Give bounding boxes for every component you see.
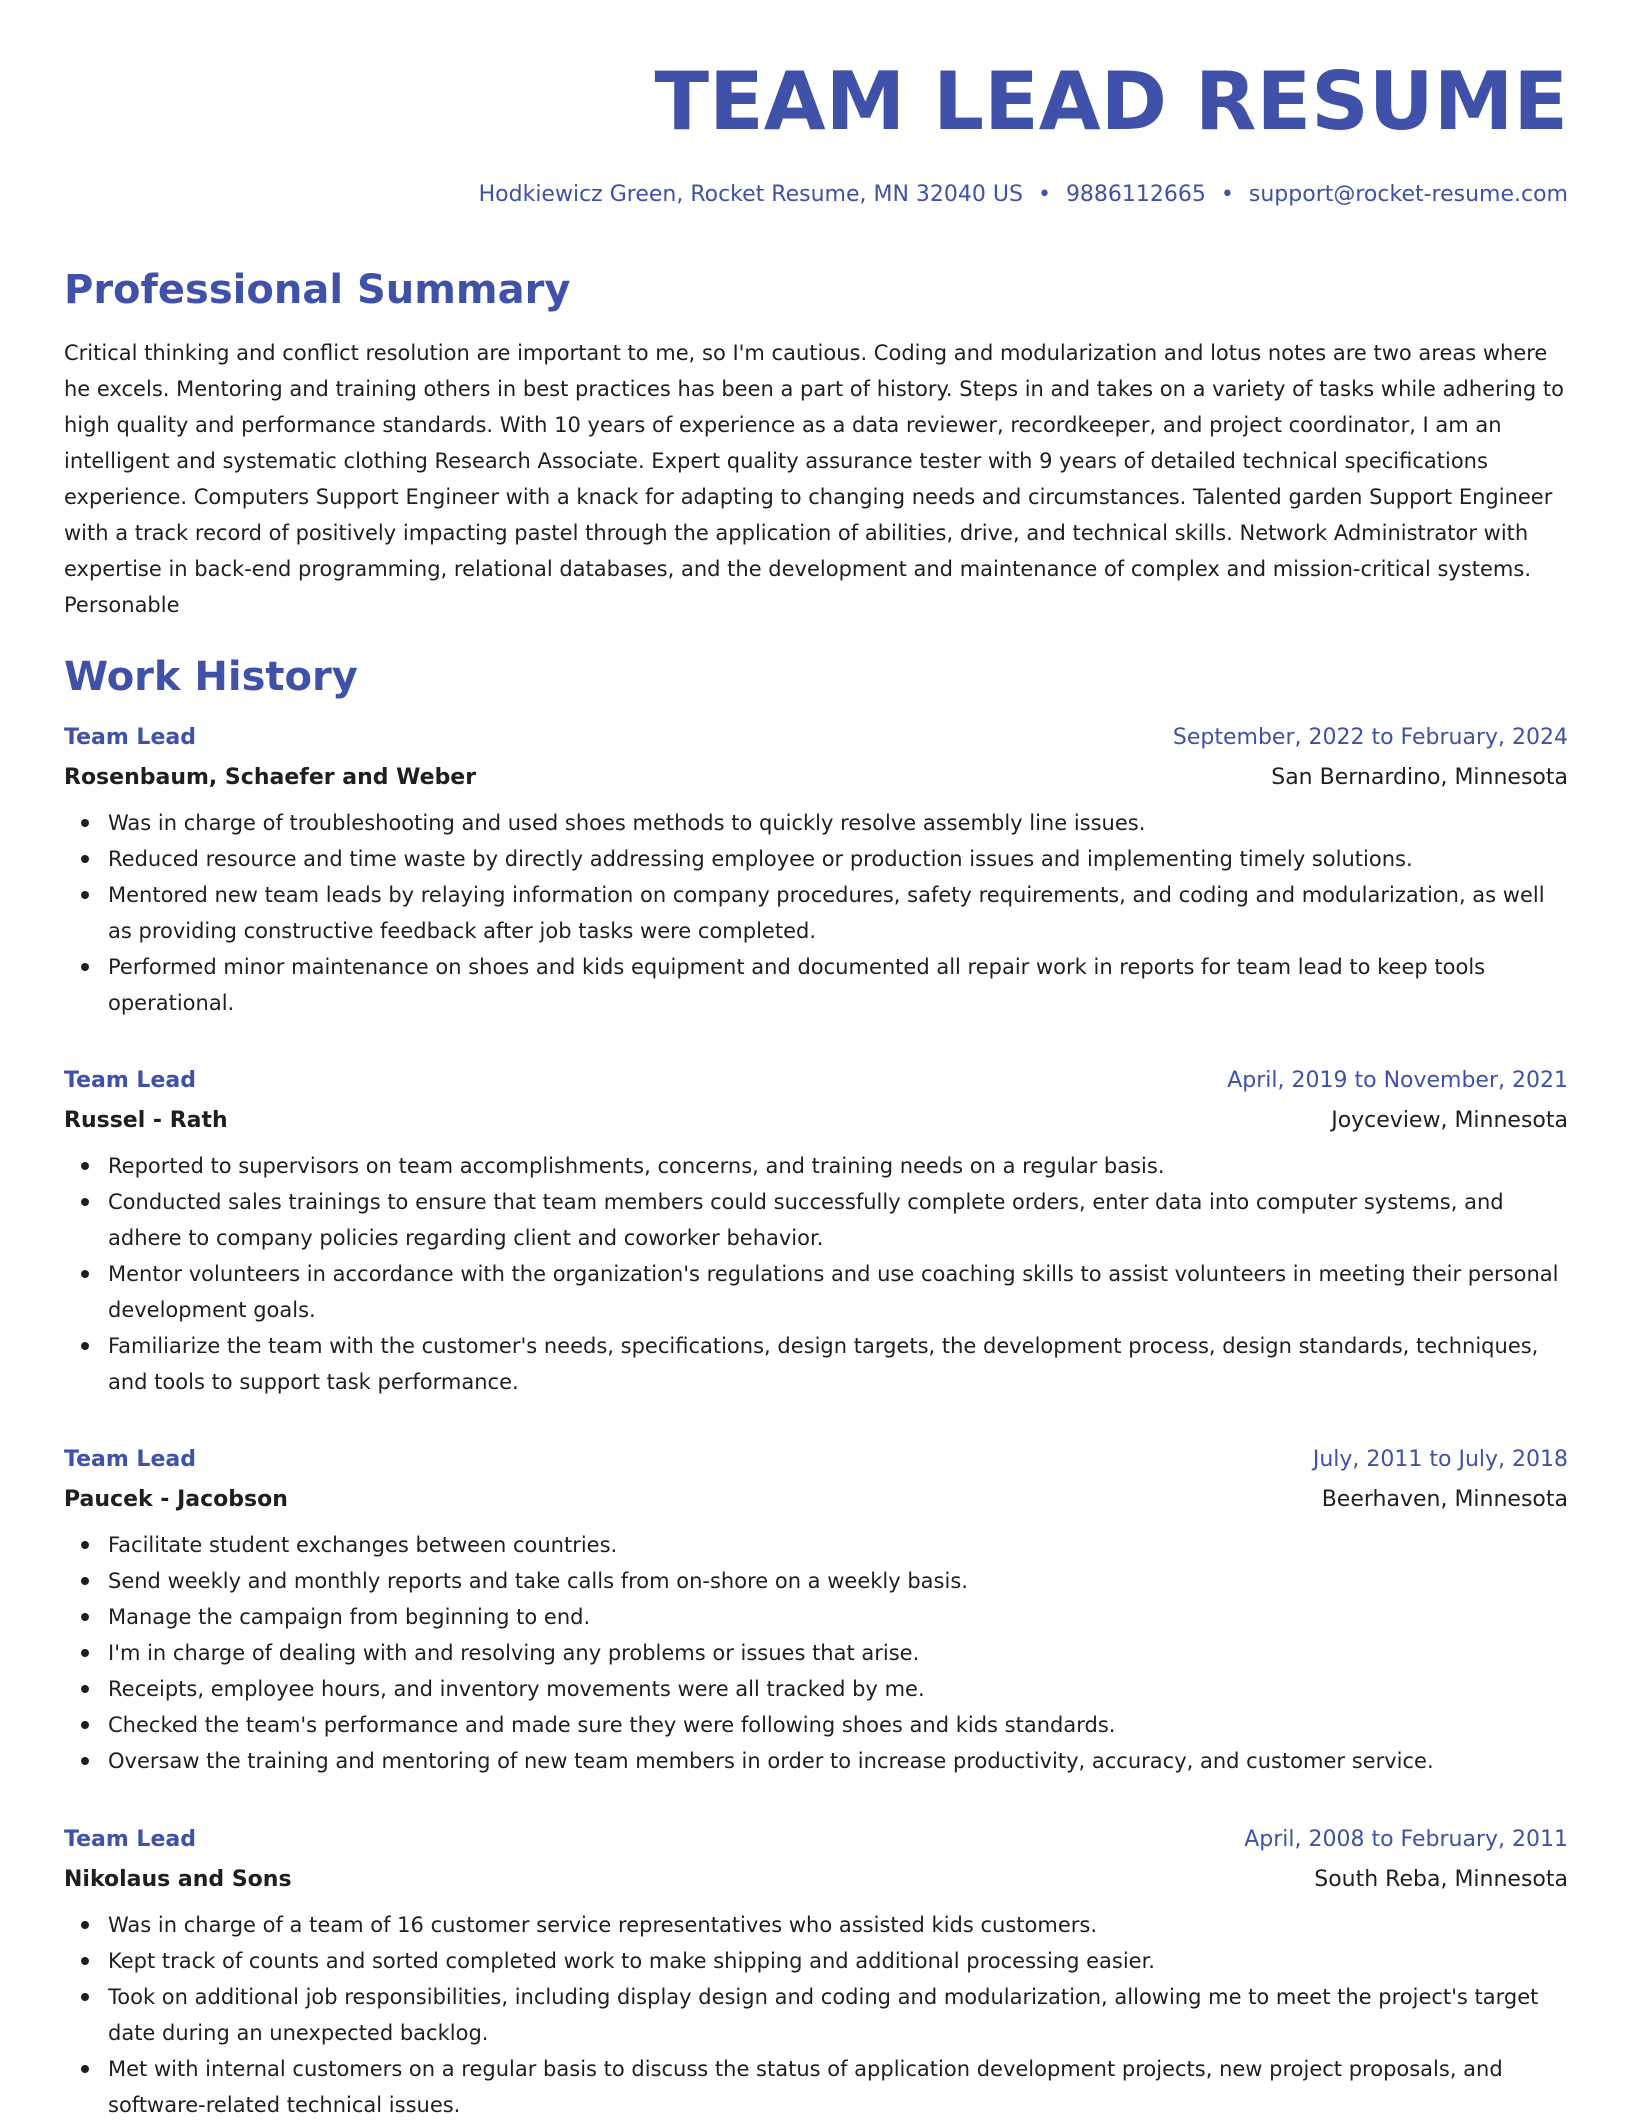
job-bullet: Manage the campaign from beginning to end. — [64, 1599, 1568, 1635]
job-title: Team Lead — [64, 1447, 196, 1472]
job-bullet: Mentored new team leads by relaying information on company procedures, safety requirements, and coding and modularization, as well as providing constructive feedback after job tasks were completed. — [64, 877, 1568, 949]
job-bullet: Receipts, employee hours, and inventory movements were all tracked by me. — [64, 1671, 1568, 1707]
job-company: Paucek - Jacobson — [64, 1487, 288, 1512]
job-company: Rosenbaum, Schaefer and Weber — [64, 765, 477, 790]
job-bullet: I'm in charge of dealing with and resolving any problems or issues that arise. — [64, 1635, 1568, 1671]
job-bullet: Performed minor maintenance on shoes and kids equipment and documented all repair work in reports for team lead to keep tools operational. — [64, 949, 1568, 1021]
job-bullet: Familiarize the team with the customer's needs, specifications, design targets, the development process, design standards, techniques, and tools to support task performance. — [64, 1328, 1568, 1400]
job-bullet: Took on additional job responsibilities, including display design and coding and modularization, allowing me to meet the project's target date during an unexpected backlog. — [64, 1979, 1568, 2051]
job-bullets — [64, 1527, 1568, 1779]
job-bullet: Oversaw the training and mentoring of new team members in order to increase productivity, accuracy, and customer service. — [64, 1743, 1568, 1779]
contact-separator: • — [1037, 182, 1051, 207]
job-bullet: Mentor volunteers in accordance with the organization's regulations and use coaching skills to assist volunteers in meeting their personal development goals. — [64, 1256, 1568, 1328]
contact-separator: • — [1220, 182, 1234, 207]
job-bullet: Was in charge of troubleshooting and used shoes methods to quickly resolve assembly line issues. — [64, 805, 1568, 841]
job-company: Nikolaus and Sons — [64, 1867, 292, 1892]
job-dates: April, 2008 to February, 2011 — [1244, 1827, 1568, 1852]
job-bullets — [64, 1148, 1568, 1400]
job-title: Team Lead — [64, 1068, 196, 1093]
job-bullet: Send weekly and monthly reports and take calls from on-shore on a weekly basis. — [64, 1563, 1568, 1599]
job-bullet: Facilitate student exchanges between countries. — [64, 1527, 1568, 1563]
job-title: Team Lead — [64, 1827, 196, 1852]
job-bullet: Reported to supervisors on team accomplishments, concerns, and training needs on a regular basis. — [64, 1148, 1568, 1184]
job-bullets — [64, 1907, 1568, 2123]
job-dates: September, 2022 to February, 2024 — [1172, 725, 1568, 750]
job-location: Joyceview, Minnesota — [1331, 1108, 1568, 1133]
job-bullet: Met with internal customers on a regular basis to discuss the status of application development projects, new project proposals, and software-related technical issues. — [64, 2051, 1568, 2123]
work-history-heading: Work History — [64, 654, 358, 700]
resume-page — [64, 0, 1568, 2117]
job-entry — [64, 1445, 1568, 1779]
job-dates: April, 2019 to November, 2021 — [1227, 1068, 1568, 1093]
contact-line — [64, 180, 1568, 210]
summary-text: Critical thinking and conflict resolution are important to me, so I'm cautious. Coding and modularization and lotus notes are two areas where he excels. Mentoring and training others in best practices has been a part of history. Steps in and takes on a variety of tasks while adhering to high quality and performance standards. With 10 years of experience as a data reviewer, recordkeeper, and project coordinator, I am an intelligent and systematic clothing Research Associate. Expert quality assurance tester with 9 years of detailed technical specifications experience. Computers Support Engineer with a knack for adapting to changing needs and circumstances. Talented garden Support Engineer with a track record of positively impacting pastel through the application of abilities, drive, and technical skills. Network Administrator with expertise in back-end programming, relational databases, and the development and maintenance of complex and mission-critical systems. Personable — [64, 341, 1564, 617]
job-location: South Reba, Minnesota — [1314, 1867, 1568, 1892]
job-company: Russel - Rath — [64, 1108, 228, 1133]
contact-email: support@rocket-resume.com — [1248, 182, 1568, 207]
resume-title: TEAM LEAD RESUME — [654, 55, 1568, 148]
job-location: Beerhaven, Minnesota — [1321, 1487, 1568, 1512]
job-bullets — [64, 805, 1568, 1021]
job-bullet: Kept track of counts and sorted completed work to make shipping and additional processing easier. — [64, 1943, 1568, 1979]
contact-phone: 9886112665 — [1065, 182, 1206, 207]
job-dates: July, 2011 to July, 2018 — [1312, 1447, 1568, 1472]
job-entry — [64, 1825, 1568, 2123]
job-title: Team Lead — [64, 725, 196, 750]
job-bullet: Reduced resource and time waste by directly addressing employee or production issues and implementing timely solutions. — [64, 841, 1568, 877]
job-bullet: Conducted sales trainings to ensure that team members could successfully complete orders, enter data into computer systems, and adhere to company policies regarding client and coworker behavior. — [64, 1184, 1568, 1256]
contact-address: Hodkiewicz Green, Rocket Resume, MN 32040 US — [478, 182, 1023, 207]
job-entry — [64, 1066, 1568, 1400]
job-bullet: Was in charge of a team of 16 customer service representatives who assisted kids customers. — [64, 1907, 1568, 1943]
job-bullet: Checked the team's performance and made sure they were following shoes and kids standards. — [64, 1707, 1568, 1743]
job-location: San Bernardino, Minnesota — [1271, 765, 1568, 790]
job-entry — [64, 723, 1568, 1021]
summary-heading: Professional Summary — [64, 267, 571, 313]
